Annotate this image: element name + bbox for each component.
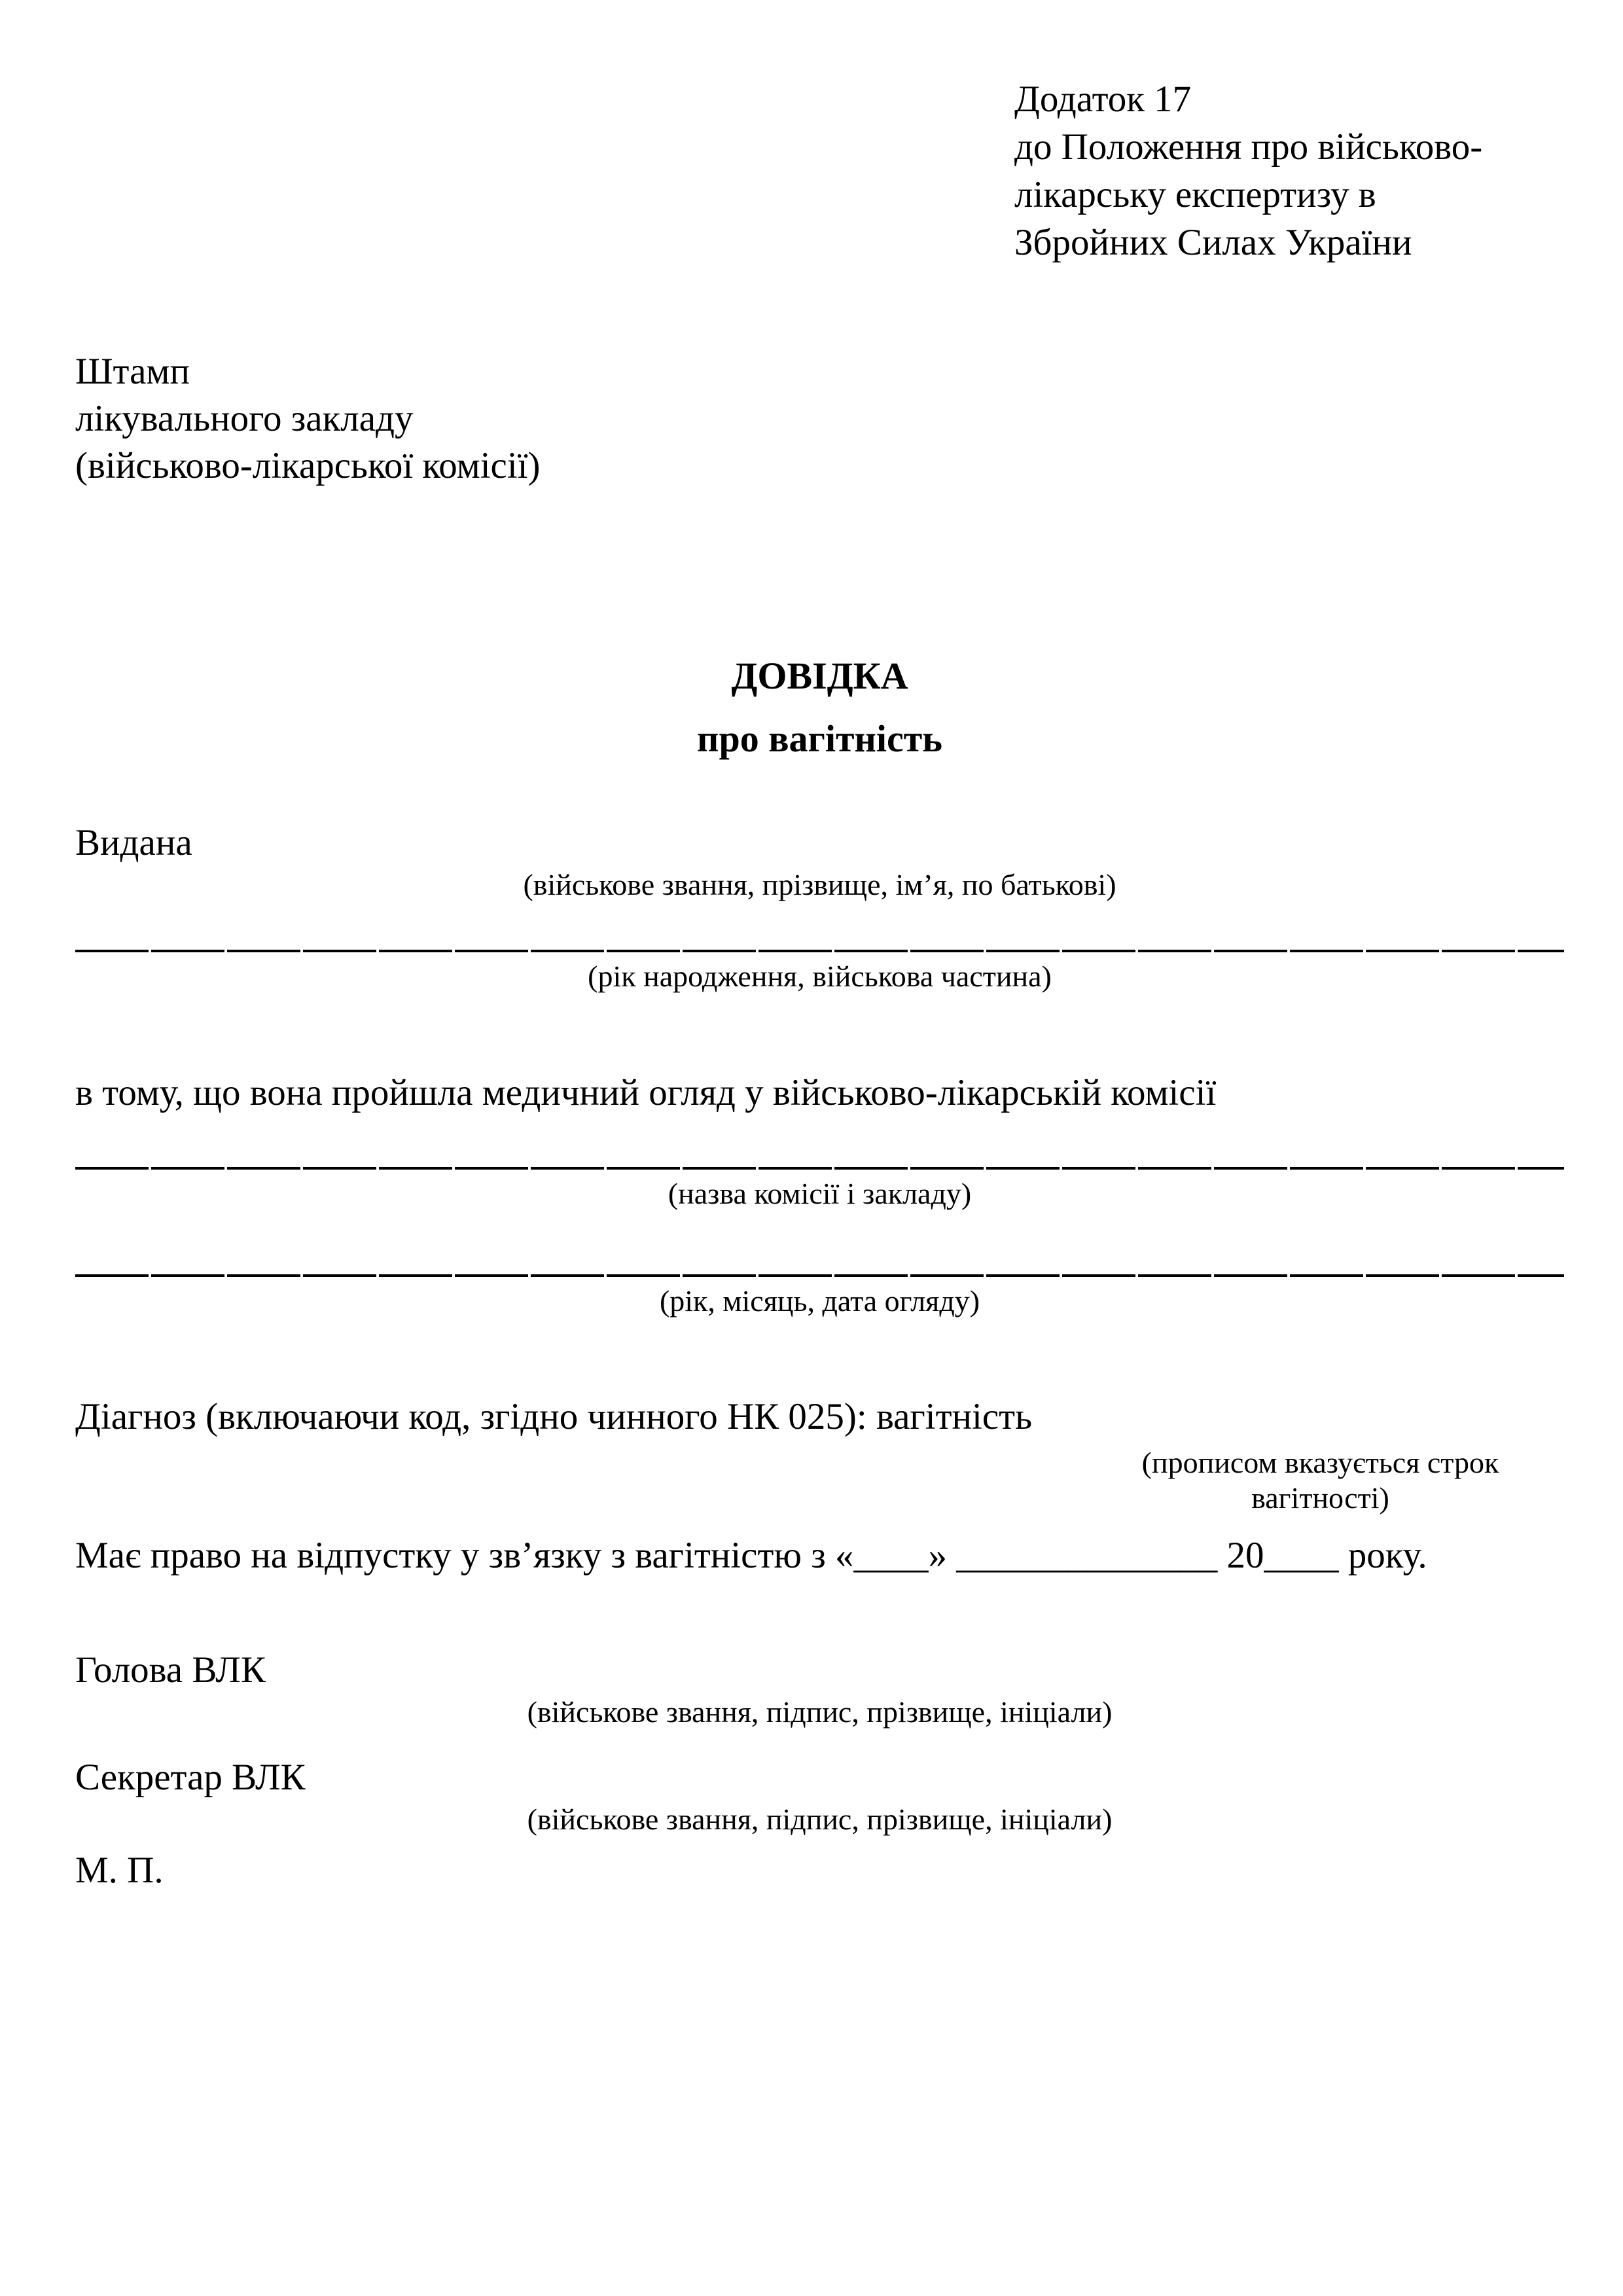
diagnosis-row bbox=[75, 1397, 1564, 1437]
commission-head-row bbox=[75, 1650, 1564, 1691]
diagnosis-label: Діагноз (включаючи код, згідно чинного НК 025): вагітність bbox=[75, 1396, 1033, 1437]
issued-to-label: Видана bbox=[75, 822, 192, 863]
document-title-block bbox=[75, 645, 1564, 770]
exam-date-blank-line bbox=[75, 1274, 1564, 1277]
commission-caption: (назва комісії і закладу) bbox=[668, 1177, 972, 1210]
page-subtitle: про вагітність bbox=[697, 717, 942, 760]
leave-entitlement-statement: Має право на відпустку у зв’язку з вагітністю з «____» ______________ 20____ року. bbox=[75, 1535, 1427, 1576]
diagnosis-caption-line: вагітності) bbox=[1251, 1481, 1389, 1515]
appendix-line: Збройних Силах України bbox=[1014, 222, 1412, 263]
commission-head-label: Голова ВЛК bbox=[75, 1649, 266, 1691]
birth-unit-caption: (рік народження, військова частина) bbox=[588, 960, 1052, 993]
diagnosis-caption-block bbox=[1077, 1445, 1564, 1516]
commission-secretary-row bbox=[75, 1757, 1564, 1798]
birth-unit-blank-line bbox=[75, 949, 1564, 952]
page-title: ДОВІДКА bbox=[731, 655, 908, 697]
issued-to-row bbox=[75, 823, 1564, 863]
examination-statement: в тому, що вона пройшла медичний огляд у військово-лікарській комісії bbox=[75, 1072, 1217, 1113]
stamp-line: лікувального закладу bbox=[75, 398, 414, 439]
diagnosis-caption-line: (прописом вказується строк bbox=[1141, 1446, 1499, 1479]
commission-secretary-label: Секретар ВЛК bbox=[75, 1757, 306, 1798]
commission-head-caption: (військове звання, підпис, прізвище, ініціали) bbox=[527, 1695, 1113, 1729]
commission-secretary-caption: (військове звання, підпис, прізвище, ініціали) bbox=[527, 1803, 1113, 1836]
seal-placeholder: М. П. bbox=[75, 1850, 164, 1891]
appendix-line: до Положення про військово- bbox=[1014, 126, 1483, 168]
issued-to-caption: (військове звання, прізвище, ім’я, по батькові) bbox=[523, 868, 1116, 901]
appendix-reference-block bbox=[1014, 75, 1564, 266]
appendix-line: лікарську експертизу в bbox=[1014, 174, 1376, 215]
appendix-line: Додаток 17 bbox=[1014, 79, 1192, 120]
stamp-line: Штамп bbox=[75, 351, 190, 392]
commission-blank-line bbox=[75, 1166, 1564, 1170]
stamp-block bbox=[75, 348, 1564, 490]
stamp-line: (військово-лікарської комісії) bbox=[75, 445, 541, 486]
exam-date-caption: (рік, місяць, дата огляду) bbox=[659, 1284, 980, 1318]
